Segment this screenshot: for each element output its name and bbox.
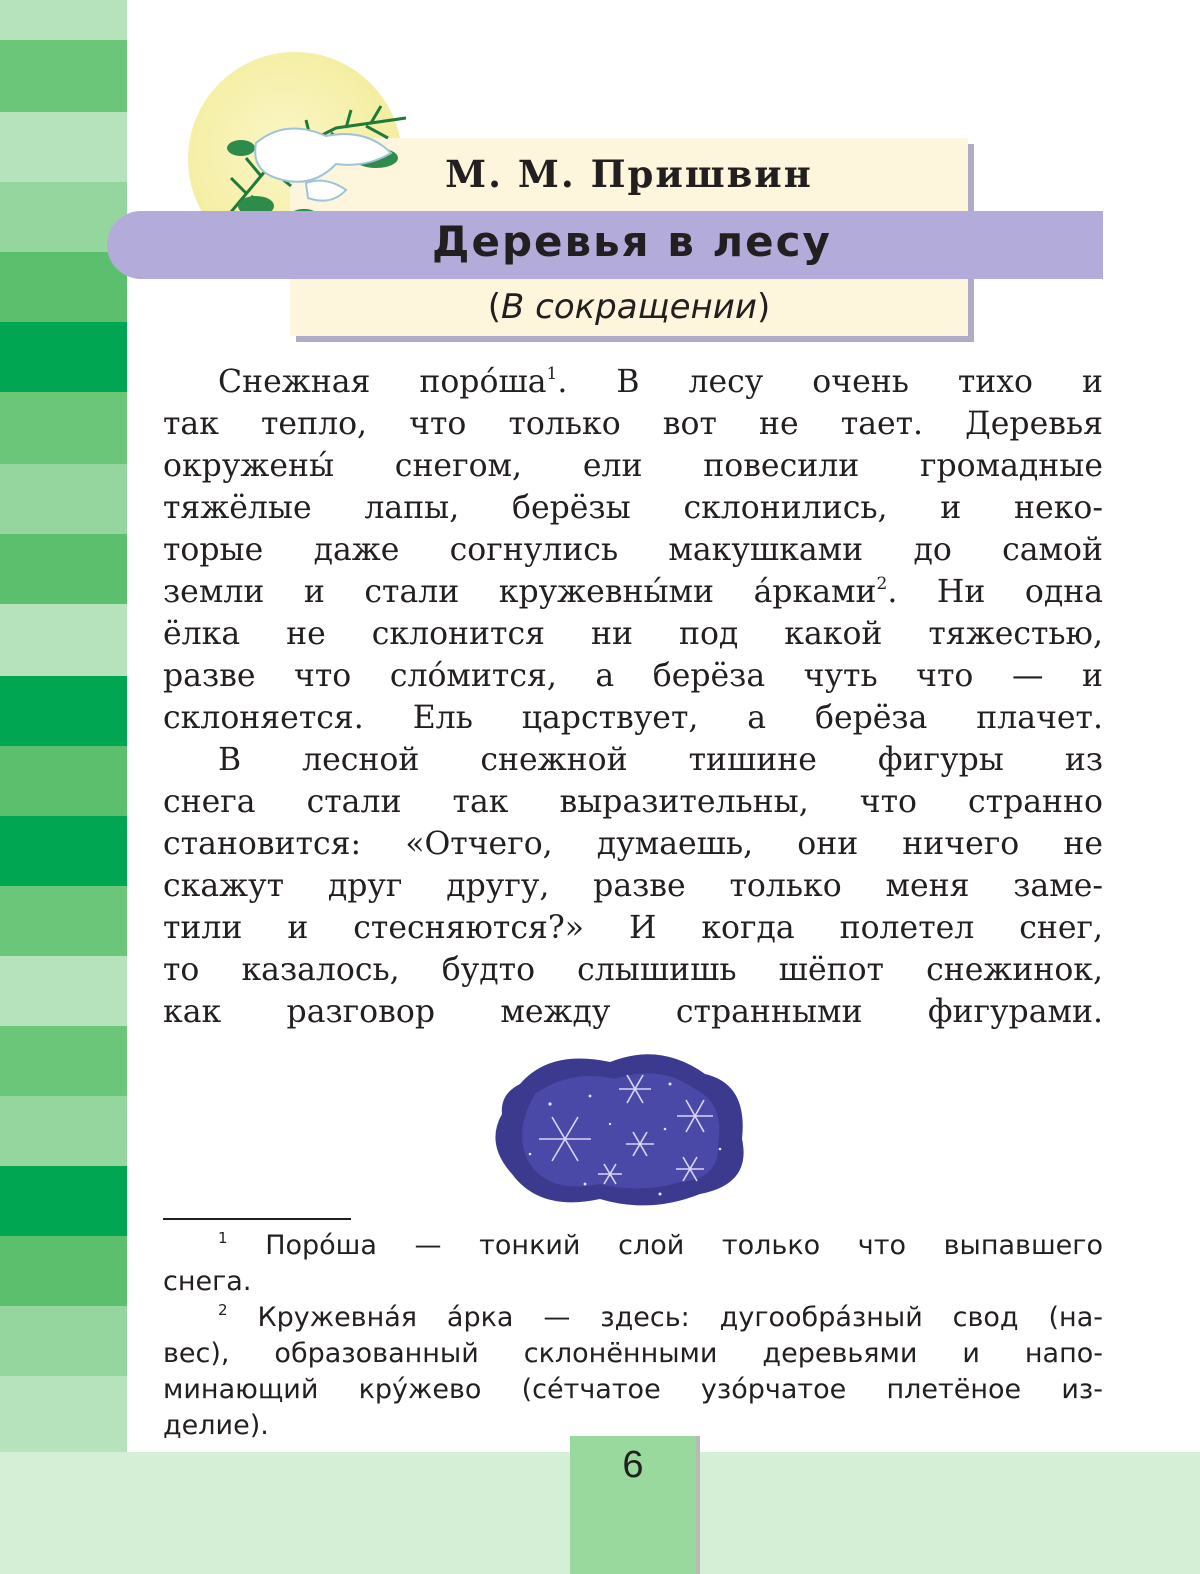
body-line: то казалось, будто слышишь шёпот снежинок, [163, 952, 1103, 988]
body-line: так тепло, что только вот не тает. Деревья [163, 406, 1103, 442]
body-line: окружены́ снегом, ели повесили громадные [163, 448, 1103, 484]
footnote-rule [163, 1218, 351, 1220]
footnote-2-cont: вес), образованный склонёнными деревьями и напо- [163, 1338, 1103, 1369]
body-line: становится: «Отчего, думаешь, они ничего не [163, 826, 1103, 862]
body-line: скажут друг другу, разве только меня заме- [163, 868, 1103, 904]
author-name: М. М. Пришвин [445, 152, 813, 196]
body-line: В лесной снежной тишине фигуры из [218, 742, 1103, 778]
body-line: склоняется. Ель царствует, а берёза плачет. [163, 700, 1103, 736]
body-line: торые даже согнулись макушками до самой [163, 532, 1103, 568]
footnote-2: $^2$ Кружевна́я а́рка — здесь: дугообра́зный свод (на- [218, 1301, 1103, 1333]
page-number-tab [570, 1436, 696, 1574]
footnote-2-cont: делие). [163, 1410, 269, 1441]
body-line: тили и стесняются?» И когда полетел снег, [163, 910, 1103, 946]
body-line: ёлка не склонится ни под какой тяжестью, [163, 616, 1103, 652]
footnote-1-cont: снега. [163, 1266, 252, 1297]
snowflakes-image [490, 1044, 750, 1210]
body-line: разве что сло́мится, а берёза чуть что — и [163, 658, 1103, 694]
footnote-2-cont: минающий кру́жево (се́тчатое узо́рчатое плетёное из- [163, 1374, 1103, 1405]
body-line: как разговор между странными фигурами. [163, 994, 1103, 1030]
story-subtitle: (В сокращении) [487, 287, 771, 327]
body-line: Снежная $поро́ша^1$. В лесу очень тихо и [218, 364, 1104, 400]
page-number: 6 [622, 1444, 644, 1486]
body-line: земли и стали кружевны́ми а́рками$^2$. Ни одна [163, 574, 1103, 610]
footnote-1: $^1$ Поро́ша — тонкий слой только что выпавшего [218, 1229, 1103, 1261]
body-line: снега стали так выразительны, что странно [163, 784, 1103, 820]
story-title: Деревья в лесу [432, 217, 832, 266]
body-line: тяжёлые лапы, берёзы склонились, и неко- [163, 490, 1103, 526]
